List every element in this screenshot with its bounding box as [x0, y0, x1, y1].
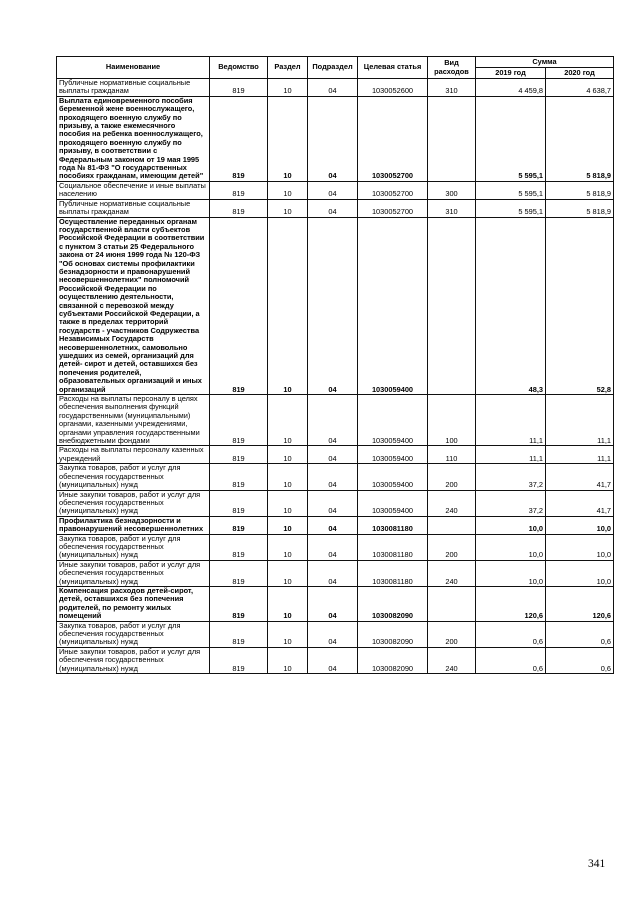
header-row-1 [57, 57, 614, 68]
row-expense-type: 240 [428, 490, 476, 516]
row-expense-type: 310 [428, 199, 476, 217]
row-expense-type: 310 [428, 79, 476, 97]
row-target: 1030059400 [358, 464, 428, 490]
row-expense-type [428, 586, 476, 621]
row-target: 1030082090 [358, 621, 428, 647]
row-sum-2020: 5 818,9 [546, 181, 614, 199]
row-section: 10 [268, 395, 308, 446]
row-expense-type: 200 [428, 464, 476, 490]
row-subsection: 04 [308, 79, 358, 97]
row-target: 1030082090 [358, 586, 428, 621]
row-section: 10 [268, 516, 308, 534]
table-row [57, 621, 614, 647]
row-subsection: 04 [308, 96, 358, 181]
row-name: Закупка товаров, работ и услуг для обеспечения государственных (муниципальных) нужд [57, 534, 210, 560]
page-number: 341 [588, 858, 606, 870]
table-row [57, 647, 614, 673]
row-expense-type [428, 217, 476, 395]
row-sum-2019: 4 459,8 [476, 79, 546, 97]
row-sum-2020: 0,6 [546, 647, 614, 673]
row-section: 10 [268, 217, 308, 395]
row-dept: 819 [210, 79, 268, 97]
table-row [57, 199, 614, 217]
row-sum-2019: 11,1 [476, 446, 546, 464]
row-expense-type [428, 516, 476, 534]
row-sum-2020: 120,6 [546, 586, 614, 621]
row-subsection: 04 [308, 464, 358, 490]
row-subsection: 04 [308, 516, 358, 534]
row-sum-2020: 10,0 [546, 516, 614, 534]
row-dept: 819 [210, 96, 268, 181]
row-expense-type: 240 [428, 647, 476, 673]
row-sum-2019: 10,0 [476, 534, 546, 560]
row-expense-type [428, 96, 476, 181]
row-sum-2019: 37,2 [476, 464, 546, 490]
header-year-2020: 2020 год [546, 68, 614, 79]
budget-table [56, 56, 614, 674]
row-target: 1030052700 [358, 96, 428, 181]
table-row [57, 560, 614, 586]
row-dept: 819 [210, 647, 268, 673]
row-section: 10 [268, 586, 308, 621]
row-sum-2019: 48,3 [476, 217, 546, 395]
row-target: 1030052700 [358, 181, 428, 199]
row-subsection: 04 [308, 647, 358, 673]
row-subsection: 04 [308, 217, 358, 395]
row-sum-2020: 41,7 [546, 490, 614, 516]
row-sum-2019: 37,2 [476, 490, 546, 516]
header-name: Наименование [57, 57, 210, 79]
row-section: 10 [268, 181, 308, 199]
row-dept: 819 [210, 395, 268, 446]
row-sum-2019: 0,6 [476, 647, 546, 673]
row-target: 1030081180 [358, 560, 428, 586]
row-dept: 819 [210, 621, 268, 647]
header-dept: Ведомство [210, 57, 268, 79]
row-target: 1030052600 [358, 79, 428, 97]
row-name: Иные закупки товаров, работ и услуг для обеспечения государственных (муниципальных) нужд [57, 490, 210, 516]
row-section: 10 [268, 490, 308, 516]
row-dept: 819 [210, 516, 268, 534]
row-dept: 819 [210, 199, 268, 217]
header-section: Раздел [268, 57, 308, 79]
row-name: Публичные нормативные социальные выплаты гражданам [57, 79, 210, 97]
row-sum-2019: 10,0 [476, 560, 546, 586]
row-sum-2020: 5 818,9 [546, 96, 614, 181]
header-target: Целевая статья [358, 57, 428, 79]
row-subsection: 04 [308, 534, 358, 560]
row-sum-2020: 0,6 [546, 621, 614, 647]
table-row [57, 516, 614, 534]
row-name: Закупка товаров, работ и услуг для обеспечения государственных (муниципальных) нужд [57, 464, 210, 490]
row-sum-2020: 10,0 [546, 534, 614, 560]
row-name: Выплата единовременного пособия беременной жене военнослужащего, проходящего военную службу по призыву, а также ежемесячного пособия на ребенка военнослужащего, проходящего военную службу по призыву, в соответствии с Федеральным законом от 19 мая 1995 года № 81-ФЗ "О государственных пособиях гражданам, имеющим детей" [57, 96, 210, 181]
row-sum-2020: 11,1 [546, 446, 614, 464]
table-row [57, 217, 614, 395]
row-subsection: 04 [308, 199, 358, 217]
row-name: Социальное обеспечение и иные выплаты населению [57, 181, 210, 199]
header-year-2019: 2019 год [476, 68, 546, 79]
row-name: Компенсация расходов детей-сирот, детей, оставшихся без попечения родителей, по ремонту жилых помещений [57, 586, 210, 621]
row-name: Расходы на выплаты персоналу в целях обеспечения выполнения функций государственными (муниципальными) органами, казенными учреждениями, органами управления государственными внебюджетными фондами [57, 395, 210, 446]
table-body [57, 79, 614, 674]
table-row [57, 79, 614, 97]
table-row [57, 490, 614, 516]
header-sum: Сумма [476, 57, 614, 68]
row-sum-2020: 52,8 [546, 217, 614, 395]
row-sum-2020: 11,1 [546, 395, 614, 446]
row-sum-2019: 5 595,1 [476, 96, 546, 181]
row-name: Закупка товаров, работ и услуг для обеспечения государственных (муниципальных) нужд [57, 621, 210, 647]
row-sum-2020: 41,7 [546, 464, 614, 490]
row-expense-type: 200 [428, 621, 476, 647]
row-sum-2019: 5 595,1 [476, 199, 546, 217]
row-sum-2019: 5 595,1 [476, 181, 546, 199]
row-subsection: 04 [308, 395, 358, 446]
row-section: 10 [268, 464, 308, 490]
header-subsection: Подраздел [308, 57, 358, 79]
row-dept: 819 [210, 586, 268, 621]
row-section: 10 [268, 647, 308, 673]
row-section: 10 [268, 96, 308, 181]
row-dept: 819 [210, 217, 268, 395]
table-row [57, 464, 614, 490]
row-subsection: 04 [308, 621, 358, 647]
row-dept: 819 [210, 464, 268, 490]
row-name: Профилактика безнадзорности и правонарушений несовершеннолетних [57, 516, 210, 534]
row-section: 10 [268, 79, 308, 97]
row-target: 1030059400 [358, 490, 428, 516]
row-sum-2020: 5 818,9 [546, 199, 614, 217]
row-section: 10 [268, 446, 308, 464]
row-target: 1030081180 [358, 534, 428, 560]
row-sum-2019: 10,0 [476, 516, 546, 534]
row-section: 10 [268, 621, 308, 647]
row-target: 1030082090 [358, 647, 428, 673]
row-expense-type: 240 [428, 560, 476, 586]
row-target: 1030052700 [358, 199, 428, 217]
row-dept: 819 [210, 560, 268, 586]
row-target: 1030081180 [358, 516, 428, 534]
row-section: 10 [268, 199, 308, 217]
row-name: Иные закупки товаров, работ и услуг для обеспечения государственных (муниципальных) нужд [57, 647, 210, 673]
row-expense-type: 300 [428, 181, 476, 199]
table-row [57, 181, 614, 199]
row-name: Публичные нормативные социальные выплаты гражданам [57, 199, 210, 217]
row-sum-2020: 4 638,7 [546, 79, 614, 97]
row-dept: 819 [210, 534, 268, 560]
row-subsection: 04 [308, 586, 358, 621]
row-dept: 819 [210, 181, 268, 199]
row-subsection: 04 [308, 490, 358, 516]
table-row [57, 446, 614, 464]
table-row [57, 395, 614, 446]
row-dept: 819 [210, 490, 268, 516]
row-sum-2019: 11,1 [476, 395, 546, 446]
header-expense-type: Вид расходов [428, 57, 476, 79]
row-name: Иные закупки товаров, работ и услуг для обеспечения государственных (муниципальных) нужд [57, 560, 210, 586]
row-sum-2020: 10,0 [546, 560, 614, 586]
row-target: 1030059400 [358, 395, 428, 446]
row-section: 10 [268, 534, 308, 560]
row-expense-type: 100 [428, 395, 476, 446]
row-expense-type: 110 [428, 446, 476, 464]
row-expense-type: 200 [428, 534, 476, 560]
row-name: Расходы на выплаты персоналу казенных учреждений [57, 446, 210, 464]
row-sum-2019: 120,6 [476, 586, 546, 621]
row-subsection: 04 [308, 181, 358, 199]
row-subsection: 04 [308, 446, 358, 464]
table-row [57, 586, 614, 621]
row-target: 1030059400 [358, 217, 428, 395]
table-row [57, 534, 614, 560]
table-row [57, 96, 614, 181]
row-subsection: 04 [308, 560, 358, 586]
row-dept: 819 [210, 446, 268, 464]
row-sum-2019: 0,6 [476, 621, 546, 647]
row-name: Осуществление переданных органам государственной власти субъектов Российской Федерации в соответствии с пунктом 3 статьи 25 Федерального закона от 24 июня 1999 года № 120-ФЗ "Об основах системы профилактики безнадзорности и правонарушений несовершеннолетних" полномочий Российской Федерации по осуществлению деятельности, связанной с перевозкой между субъектами Российской Федерации, а также в пределах территорий государств - участников Содружества Независимых Государств несовершеннолетних, самовольно ушедших из семей, организаций для детей- сирот и детей, оставшихся без попечения родителей, образовательных организаций и иных организаций [57, 217, 210, 395]
row-target: 1030059400 [358, 446, 428, 464]
row-section: 10 [268, 560, 308, 586]
